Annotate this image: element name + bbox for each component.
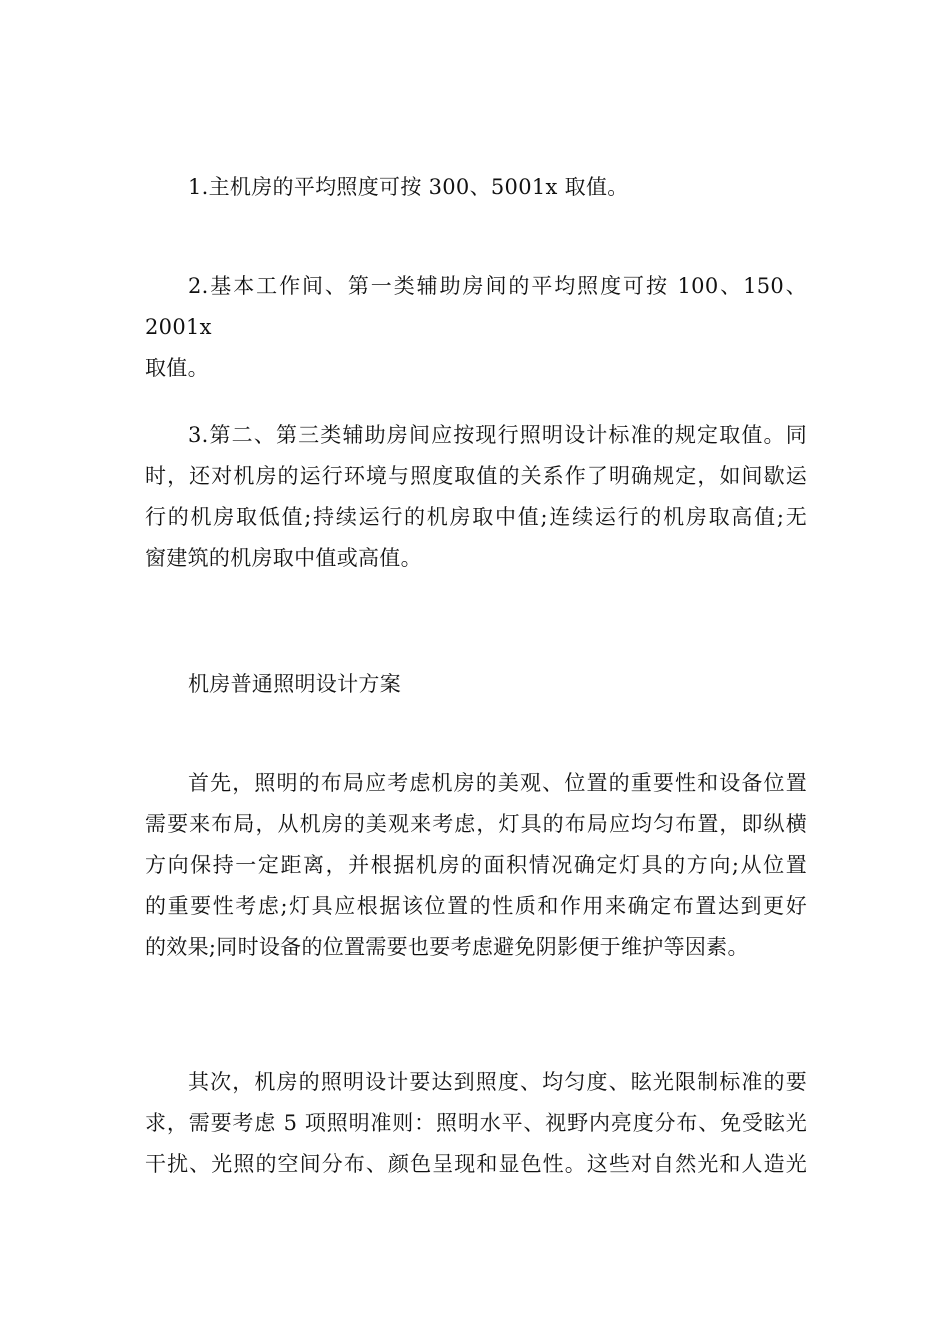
- paragraph-line: 3.第二、第三类辅助房间应按现行照明设计标准的规定取值。同: [188, 423, 807, 447]
- paragraph-line: 时，还对机房的运行环境与照度取值的关系作了明确规定，如间歇运: [145, 464, 807, 488]
- paragraph-line: 首先，照明的布局应考虑机房的美观、位置的重要性和设备位置: [188, 771, 807, 795]
- paragraph-line: 的重要性考虑;灯具应根据该位置的性质和作用来确定布置达到更好: [145, 894, 807, 918]
- paragraph-6: [145, 1062, 807, 1185]
- heading-text: 机房普通照明设计方案: [188, 672, 401, 696]
- paragraph-2: [145, 266, 807, 389]
- paragraph-line: 1.主机房的平均照度可按 300、5001x 取值。: [188, 175, 629, 199]
- paragraph-1: [145, 167, 807, 208]
- paragraph-line: 求，需要考虑 5 项照明准则：照明水平、视野内亮度分布、免受眩光: [145, 1111, 807, 1135]
- paragraph-3: [145, 415, 807, 579]
- paragraph-line: 取值。: [145, 356, 209, 380]
- paragraph-line: 窗建筑的机房取中值或高值。: [145, 546, 422, 570]
- paragraph-line: 2.基本工作间、第一类辅助房间的平均照度可按 100、150、2001x: [145, 274, 807, 339]
- paragraph-line: 方向保持一定距离，并根据机房的面积情况确定灯具的方向;从位置: [145, 853, 807, 877]
- paragraph-line: 的效果;同时设备的位置需要也要考虑避免阴影便于维护等因素。: [145, 935, 749, 959]
- paragraph-line: 其次，机房的照明设计要达到照度、均匀度、眩光限制标准的要: [188, 1070, 807, 1094]
- paragraph-line: 干扰、光照的空间分布、颜色呈现和显色性。这些对自然光和人造光: [145, 1152, 807, 1176]
- section-heading: [145, 664, 807, 705]
- paragraph-line: 行的机房取低值;持续运行的机房取中值;连续运行的机房取高值;无: [145, 505, 807, 529]
- paragraph-line: 需要来布局，从机房的美观来考虑，灯具的布局应均匀布置，即纵横: [145, 812, 807, 836]
- paragraph-5: [145, 763, 807, 968]
